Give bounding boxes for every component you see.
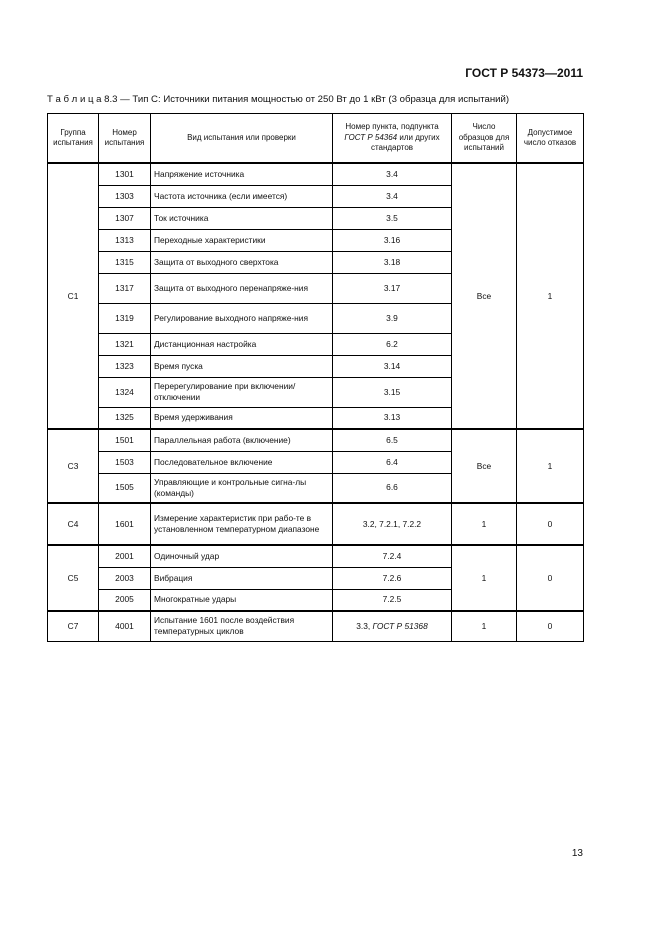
test-name: Управляющие и контрольные сигна-лы (команды) bbox=[151, 473, 333, 503]
clause-ref: 3.16 bbox=[333, 229, 452, 251]
failures-cell: 0 bbox=[517, 545, 584, 611]
clause-ref: 3.2, 7.2.1, 7.2.2 bbox=[333, 503, 452, 545]
clause-ref-text: 3.3, bbox=[356, 620, 371, 631]
samples-cell: 1 bbox=[452, 503, 517, 545]
clause-ref: 6.4 bbox=[333, 451, 452, 473]
col-header-number: Номер испытания bbox=[99, 114, 151, 164]
samples-cell: Все bbox=[452, 163, 517, 429]
col-header-clause-pre: Номер пункта, подпункта bbox=[345, 122, 439, 132]
test-number: 1307 bbox=[99, 207, 151, 229]
col-header-type: Вид испытания или проверки bbox=[151, 114, 333, 164]
failures-cell: 1 bbox=[517, 429, 584, 503]
clause-ref: 7.2.5 bbox=[333, 589, 452, 611]
col-header-failures: Допустимое число отказов bbox=[517, 114, 584, 164]
test-name: Одиночный удар bbox=[151, 545, 333, 567]
clause-ref: 3.13 bbox=[333, 407, 452, 429]
clause-ref: 6.5 bbox=[333, 429, 452, 451]
clause-ref: 3.18 bbox=[333, 251, 452, 273]
table-row bbox=[48, 429, 584, 451]
samples-cell: Все bbox=[452, 429, 517, 503]
clause-ref: 7.2.6 bbox=[333, 567, 452, 589]
document-id: ГОСТ Р 54373—2011 bbox=[465, 66, 583, 80]
clause-ref: 3.5 bbox=[333, 207, 452, 229]
failures-cell: 0 bbox=[517, 611, 584, 641]
test-name: Вибрация bbox=[151, 567, 333, 589]
page-number: 13 bbox=[571, 848, 583, 859]
test-name: Регулирование выходного напряже-ния bbox=[151, 303, 333, 333]
samples-cell: 1 bbox=[452, 545, 517, 611]
clause-ref: 7.2.4 bbox=[333, 545, 452, 567]
test-number: 2001 bbox=[99, 545, 151, 567]
table-row bbox=[48, 503, 584, 545]
test-name: Ток источника bbox=[151, 207, 333, 229]
test-name: Защита от выходного перенапряже-ния bbox=[151, 273, 333, 303]
test-name: Напряжение источника bbox=[151, 163, 333, 185]
table-row bbox=[48, 611, 584, 641]
group-cell: С3 bbox=[48, 429, 99, 503]
test-name: Переходные характеристики bbox=[151, 229, 333, 251]
col-header-samples: Число образцов для испытаний bbox=[452, 114, 517, 164]
test-number: 2005 bbox=[99, 589, 151, 611]
test-number: 1313 bbox=[99, 229, 151, 251]
test-number: 1325 bbox=[99, 407, 151, 429]
clause-ref: 3.14 bbox=[333, 355, 452, 377]
test-name: Последовательное включение bbox=[151, 451, 333, 473]
clause-ref: 3.9 bbox=[333, 303, 452, 333]
test-name: Параллельная работа (включение) bbox=[151, 429, 333, 451]
test-name: Защита от выходного сверхтока bbox=[151, 251, 333, 273]
group-cell: С4 bbox=[48, 503, 99, 545]
test-number: 1503 bbox=[99, 451, 151, 473]
failures-cell: 0 bbox=[517, 503, 584, 545]
test-table bbox=[47, 113, 584, 642]
clause-ref: 6.2 bbox=[333, 333, 452, 355]
col-header-clause bbox=[333, 114, 452, 164]
clause-ref: 3.17 bbox=[333, 273, 452, 303]
test-name: Время удерживания bbox=[151, 407, 333, 429]
test-name: Измерение характеристик при рабо-те в установленном температурном диапазоне bbox=[151, 503, 333, 545]
samples-cell: 1 bbox=[452, 611, 517, 641]
test-number: 1505 bbox=[99, 473, 151, 503]
test-number: 1324 bbox=[99, 377, 151, 407]
group-cell: С7 bbox=[48, 611, 99, 641]
test-number: 1501 bbox=[99, 429, 151, 451]
failures-cell: 1 bbox=[517, 163, 584, 429]
test-number: 1319 bbox=[99, 303, 151, 333]
test-number: 1323 bbox=[99, 355, 151, 377]
test-number: 2003 bbox=[99, 567, 151, 589]
table-row bbox=[48, 545, 584, 567]
test-number: 1301 bbox=[99, 163, 151, 185]
test-name: Многократные удары bbox=[151, 589, 333, 611]
test-number: 1303 bbox=[99, 185, 151, 207]
col-header-clause-post: или других стандартов bbox=[370, 132, 440, 153]
clause-ref: 6.6 bbox=[333, 473, 452, 503]
test-number: 1321 bbox=[99, 333, 151, 355]
col-header-clause-ref: ГОСТ Р 54364 bbox=[344, 132, 398, 142]
col-header-group: Группа испытания bbox=[48, 114, 99, 164]
test-number: 4001 bbox=[99, 611, 151, 641]
test-name: Перерегулирование при включении/ отключении bbox=[151, 377, 333, 407]
test-number: 1601 bbox=[99, 503, 151, 545]
clause-ref-standard: ГОСТ Р 51368 bbox=[372, 620, 428, 631]
clause-ref bbox=[333, 611, 452, 641]
test-name: Испытание 1601 после воздействия температурных циклов bbox=[151, 611, 333, 641]
table-header-row bbox=[48, 114, 584, 164]
test-number: 1317 bbox=[99, 273, 151, 303]
test-number: 1315 bbox=[99, 251, 151, 273]
table-caption: Т а б л и ц а 8.3 — Тип С: Источники питания мощностью от 250 Вт до 1 кВт (3 образца для испытаний) bbox=[47, 94, 510, 105]
table-row bbox=[48, 163, 584, 185]
test-name: Время пуска bbox=[151, 355, 333, 377]
test-name: Частота источника (если имеется) bbox=[151, 185, 333, 207]
group-cell: С5 bbox=[48, 545, 99, 611]
clause-ref: 3.15 bbox=[333, 377, 452, 407]
group-cell: С1 bbox=[48, 163, 99, 429]
test-name: Дистанционная настройка bbox=[151, 333, 333, 355]
clause-ref: 3.4 bbox=[333, 185, 452, 207]
clause-ref: 3.4 bbox=[333, 163, 452, 185]
